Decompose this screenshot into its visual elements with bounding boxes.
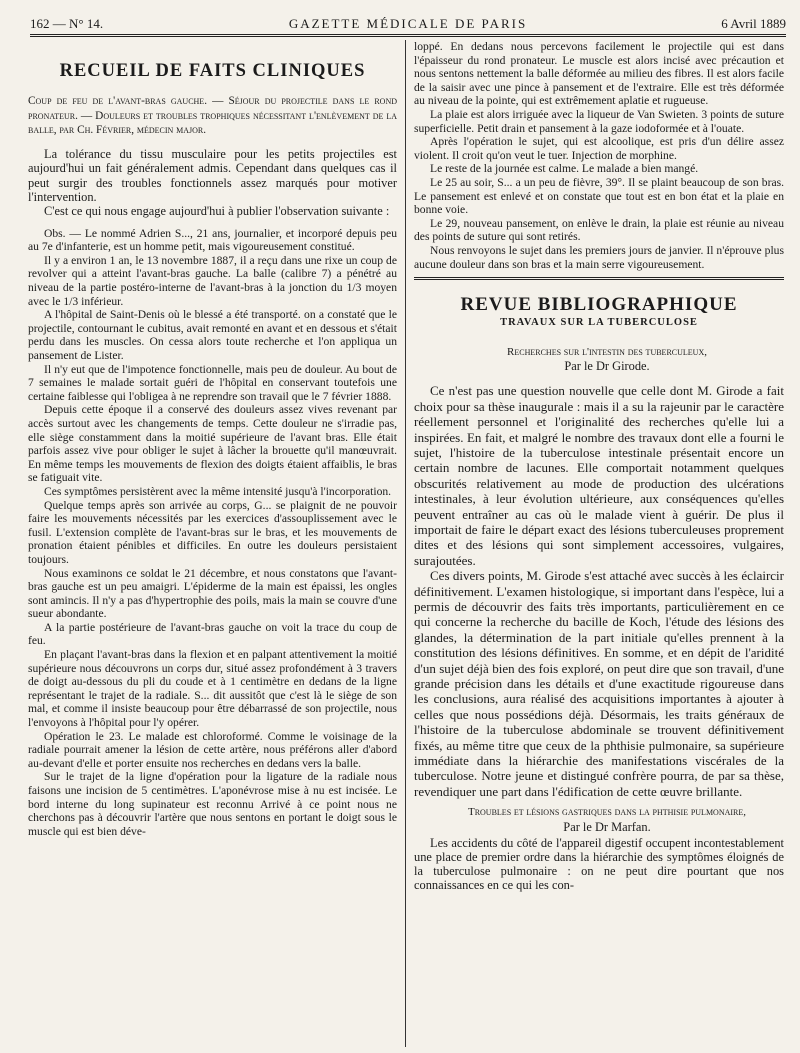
paragraph: Il n'y eut que de l'impotence fonctionnelle, mais peu de douleur. Au bout de 7 semaines le malade sortait guéri de l'hôpital en conservant toutefois une certaine faiblesse qui l'obligea à ne reprendre son travail que le 7 février 1888. [28, 362, 397, 403]
paragraph: En plaçant l'avant-bras dans la flexion et en palpant attentivement la moitié supérieure nous découvrons un corps dur, situé assez profondément à 3 travers de doigt au-dessous du pli du coude et à 1 centimètre en dedans de la ligne représentant le trajet de la radiale. S... dit aussitôt que c'est là le siège de son mal, et comme il insiste beaucoup pour être débarrassé de son projectile, nous l'envoyons à l'hôpital pour l'y opérer. [28, 648, 397, 730]
right-column [414, 40, 784, 892]
paragraph: La tolérance du tissu musculaire pour les petits projectiles est aujourd'hui un fait généralement admis. Cependant dans quelques cas il peut surgir des troubles fonctionnels assez marqués pour motiver l'intervention. [28, 147, 397, 205]
observation [28, 227, 397, 839]
paragraph: Les accidents du côté de l'appareil digestif occupent incontestablement une place de premier ordre dans la hiérarchie des symptômes éloignés de la tuberculose pulmonaire : on ne peut dire pourtant que nos connaissances en ce qui les con- [414, 835, 784, 893]
left-column [28, 46, 397, 838]
article1-title: Recherches sur l'intestin des tuberculeux, [507, 345, 707, 358]
issue-date: 6 Avril 1889 [721, 16, 786, 31]
article2-body [414, 836, 784, 892]
paragraph: La plaie est alors irriguée avec la liqueur de Van Swieten. 3 points de suture superficielle. Petit drain et pansement à la gaze iodoformée et à l'ouate. [414, 107, 784, 135]
paragraph: Opération le 23. Le malade est chloroformé. Comme le voisinage de la radiale pourrait amener la lésion de cette artère, nous préférons aller d'abord au-devant d'elle et porter ensuite nos recherches en dedans vers la balle. [28, 729, 397, 770]
paragraph: A l'hôpital de Saint-Denis où le blessé a été transporté. on a constaté que le projectile, contournant le cubitus, avait remonté en avant et en dessous et s'était perdu dans les muscles. On cessa alors toute recherche et l'on appliqua un pansement de Lister. [28, 308, 397, 363]
article1-body [414, 383, 784, 799]
paragraph: Le 25 au soir, S... a un peu de fièvre, 39°. Il se plaint beaucoup de son bras. Le pansement est enlevé et on constate que tout est en bon état et la plaie en bonne voie. [414, 175, 784, 217]
journal-title: GAZETTE MÉDICALE DE PARIS [288, 16, 528, 31]
section-title: RECUEIL DE FAITS CLINIQUES [59, 61, 366, 81]
paragraph: A la partie postérieure de l'avant-bras gauche on voit la trace du coup de feu. [28, 620, 397, 648]
paragraph: Le 29, nouveau pansement, on enlève le drain, la plaie est réunie au niveau des points de suture qui sont retirés. [414, 216, 784, 244]
paragraph: Le reste de la journée est calme. Le malade a bien mangé. [430, 162, 699, 176]
paragraph: Ce n'est pas une question nouvelle que celle dont M. Girode a fait choix pour sa thèse inaugurale : mais il a su la rajeunir par le caractère réellement personnel et l'originalité des recherches qu'elle lui a inspirées. En fait, et malgré le nombre des travaux dont elle a fourni le sujet, l'histoire de la tuberculose intestinale présentait encore un certain nombre de lacunes. Elle comportait notamment quelques obscurités relativement au mode de production des ulcérations intestinales, à leur évolution ultérieure, aux conséquences qu'elles peuvent entraîner au cas où le malade vient à guérir. De plus il importait de faire le départ exact des lésions tuberculeuses proprement dites et des lésions qui sont simplement accessoires, vulgaires, surajoutées. [414, 383, 784, 568]
article1-author: Par le Dr Girode. [564, 358, 650, 373]
subsection-title: TRAVAUX SUR LA TUBERCULOSE [500, 317, 698, 329]
paragraph: Après l'opération le sujet, qui est alcoolique, est pris d'un délire assez violent. Il croit qu'on veut le tuer. Injection de morphine. [414, 135, 784, 162]
paragraph: C'est ce qui nous engage aujourd'hui à publier l'observation suivante : [44, 204, 390, 219]
column-divider [405, 40, 406, 1047]
paragraph: loppé. En dedans nous percevons facilement le projectile qui est dans l'épaisseur du rond pronateur. Le muscle est alors incisé avec précaution et nous sentons nettement la balle déformée au milieu des fibres. Il est alors facile de la saisir avec une pince à pansement et de l'extraire. Elle est très déformée au niveau de la pointe, qui est extrêmement aplatie et rugueuse. [414, 40, 784, 108]
paragraph: Sur le trajet de la ligne d'opération pour la ligature de la radiale nous faisons une incision de 5 centimètres. L'aponévrose mise à nu est incisée. Le bord interne du long supinateur est reconnu Arrivé à ce point nous ne cherchons pas à découvrir l'artère que nous sentons en portant le doigt sous le muscle qui est bien déve- [28, 770, 397, 838]
paragraph: Il y a environ 1 an, le 13 novembre 1887, il a reçu dans une rixe un coup de revolver qui a atteint l'avant-bras gauche. La balle (calibre 7) a pénétré au niveau de la partie postéro-interne de l'avant-bras à la jonction du 1/3 moyen avec le 1/3 inférieur. [28, 253, 397, 308]
paragraph: Nous renvoyons le sujet dans les premiers jours de janvier. Il n'éprouve plus aucune douleur dans son bras et la main serre vigoureusement. [414, 243, 784, 271]
article2-author: Par le Dr Marfan. [563, 819, 651, 834]
article2-title: Troubles et lésions gastriques dans la phthisie pulmonaire, [467, 806, 747, 819]
page-header [30, 8, 786, 37]
paragraph: Ces symptômes persistèrent avec la même intensité jusqu'à l'incorporation. [44, 484, 392, 498]
article-title: Coup de feu de l'avant-bras gauche. — Séjour du projectile dans le rond pronateur. — Douleurs et troubles trophiques nécessitant l'enlèvement de la balle, par Ch. Février, médecin major. [28, 95, 397, 136]
paragraph: Quelque temps après son arrivée au corps, G... se plaignit de ne pouvoir faire les mouvements nécessités par les exercices d'assouplissement avec le fusil. L'extension complète de l'avant-bras sur le bras, et les mouvements de pronation étaient pénibles et difficiles. En outre les douleurs persistaient toujours. [28, 498, 397, 566]
page-number: 162 — N° 14. [30, 16, 104, 31]
revue-title: REVUE BIBLIOGRAPHIQUE [460, 294, 738, 316]
section-rule [414, 277, 784, 280]
paragraph: Depuis cette époque il a conservé des douleurs assez vives revenant par accès surtout avec les changements de temps. Cette douleur ne s'irradie pas, elle siège constamment dans la moitié supérieure de l'avant bras. Elle était parfois assez vive pour obliger le sujet à lâcher la brouette qu'il manœuvrait. En même temps les mouvements de flexion des doigts étaient affaiblis, le bras se fatiguait vite. [28, 403, 397, 485]
paragraph: Obs. — Le nommé Adrien S..., 21 ans, journalier, et incorporé depuis peu au 7e d'infanterie, est un homme petit, mais vigoureusement constitué. [28, 226, 397, 254]
paragraph: Nous examinons ce soldat le 21 décembre, et nous constatons que l'avant-bras gauche est un peu amaigri. L'épiderme de la main est épaissi, les ongles sont amincis. Il n'y a pas d'hypertrophie des poils, mais la main se couvre d'une sueur abondante. [28, 566, 397, 621]
observation-continued [414, 40, 784, 271]
paragraph: Ces divers points, M. Girode s'est attaché avec succès à les éclaircir définitivement. L'examen histologique, si important dans l'espèce, lui a permis de découvrir des faits très importants, particulièrement en ce qui concerne la recherche du bacille de Koch, l'étude des lésions des glandes, la détermination de la part initiale qu'elles prennent à la constitution des lésions définitives. En somme, et en dépit de l'aridité d'un sujet déjà bien des fois exploré, on peut dire que son travail, d'une grande précision dans les détails et d'une exactitude rigoureuse dans les conclusions, aura réalisé des acquisitions importantes à ajouter à celles que nous possédions déjà. Désormais, les traits généraux de l'histoire de la tuberculose abdominale se trouvent définitivement fixés, au même titre que ceux de la phthisie pulmonaire, sa supérieure immédiate dans la hiérarchie des manifestations viscérales de la tuberculose. Notre jeune et distingué confrère pourra, de par sa thèse, revendiquer une part dans l'édification de cette œuvre brillante. [414, 568, 784, 799]
